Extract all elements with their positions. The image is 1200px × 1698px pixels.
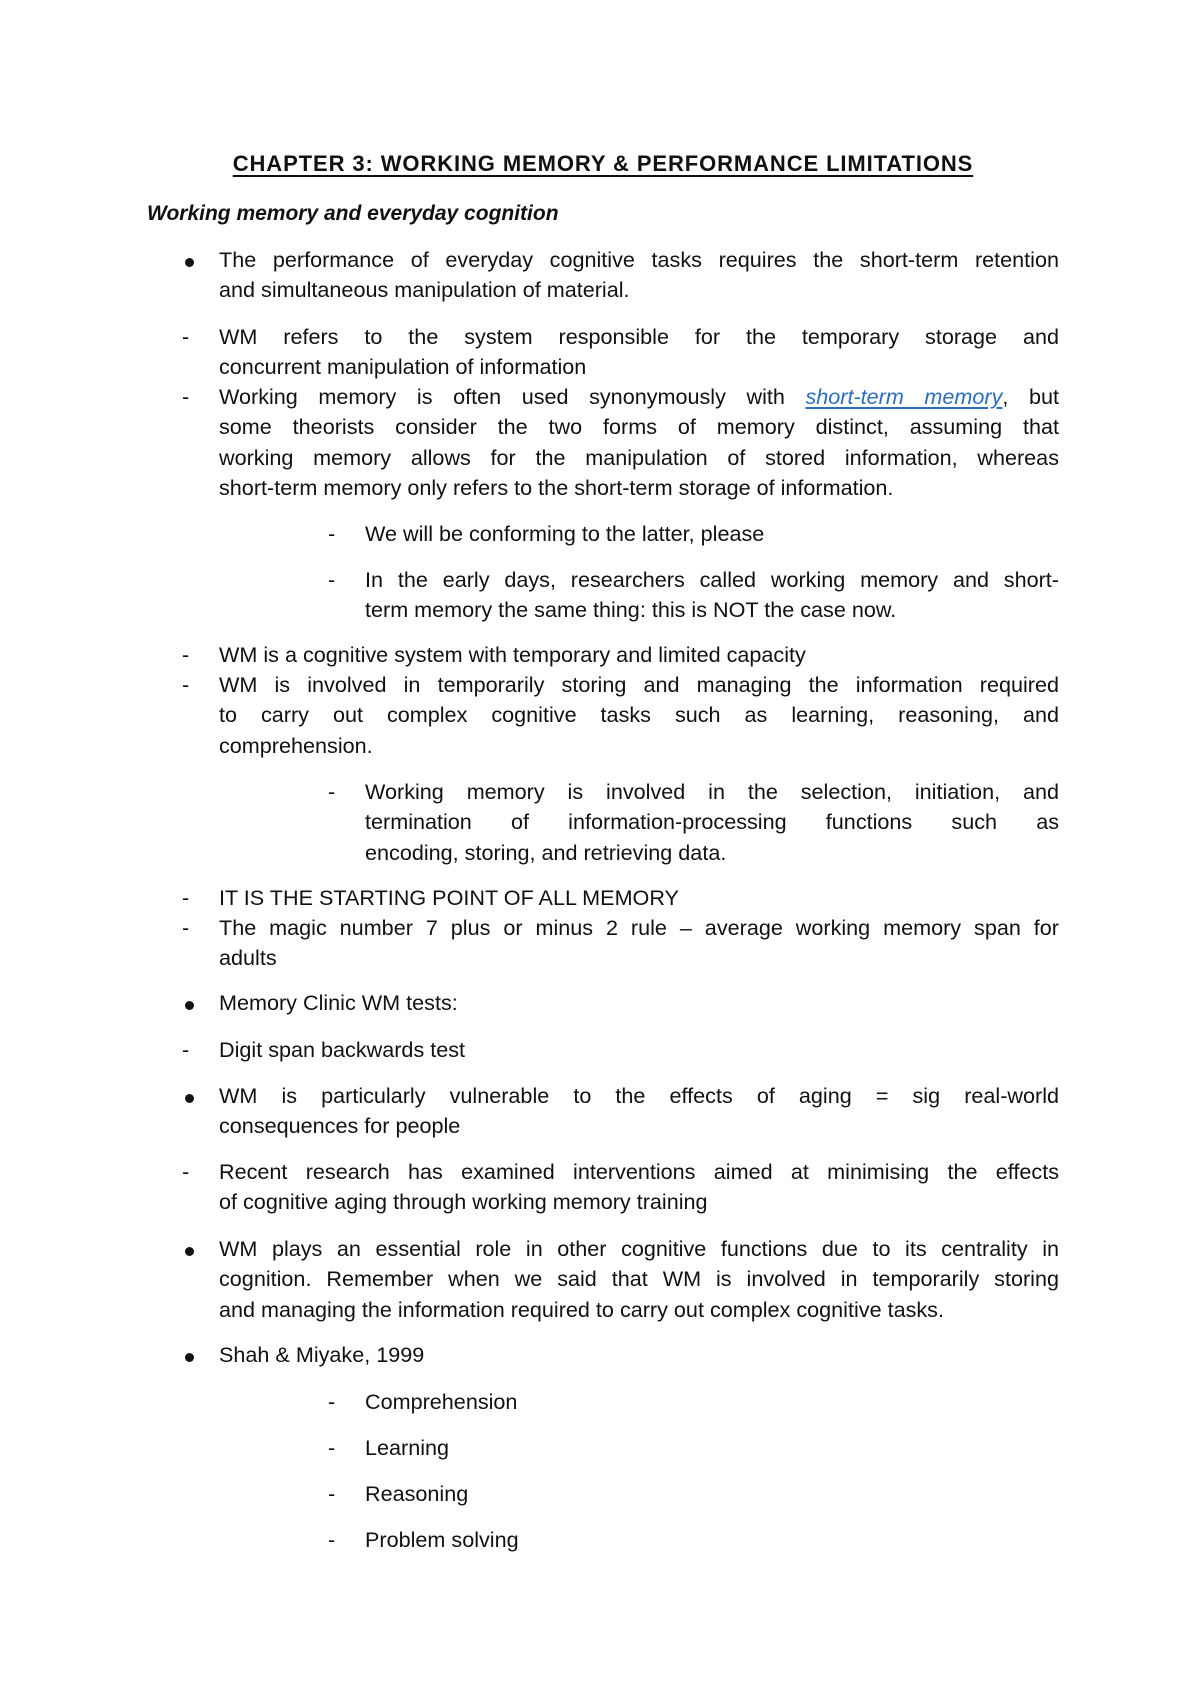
item-line: Learning xyxy=(365,1435,450,1460)
item-line: and managing the information required to carry out complex cognitive tasks. xyxy=(219,1296,944,1322)
dash-item xyxy=(182,1157,1059,1218)
bullet-marker xyxy=(182,1234,194,1264)
bullet-item xyxy=(182,245,1059,306)
nested-dash-item xyxy=(328,565,1059,626)
item-text xyxy=(219,640,1059,670)
item-line: encoding, storing, and retrieving data. xyxy=(365,839,727,865)
item-text xyxy=(219,670,1059,761)
item-line: WM is particularly vulnerable to the effects of aging = sig real-world xyxy=(219,1083,1059,1108)
item-text xyxy=(219,1340,1059,1370)
item-text xyxy=(365,1525,1059,1555)
item-text xyxy=(365,565,1059,626)
dash-marker: - xyxy=(182,1037,190,1062)
bullet-marker xyxy=(182,1081,194,1111)
dash-marker: - xyxy=(182,324,190,349)
item-text xyxy=(219,322,1059,383)
dash-marker: - xyxy=(182,672,190,697)
item-line: term memory the same thing: this is NOT the case now. xyxy=(365,597,897,623)
item-line: adults xyxy=(219,945,277,971)
item-line: In the early days, researchers called working memory and short- xyxy=(365,567,1059,592)
item-line: Working memory is involved in the selection, initiation, and xyxy=(365,779,1059,804)
dash-item xyxy=(182,883,1059,913)
item-text xyxy=(365,1479,1059,1509)
item-line: short-term memory only refers to the short-term storage of information. xyxy=(219,474,894,500)
item-line: consequences for people xyxy=(219,1113,461,1139)
dash-marker: - xyxy=(328,521,336,546)
item-text xyxy=(219,988,1059,1018)
item-line: termination of information-processing functions such as xyxy=(365,809,1059,835)
item-line: Shah & Miyake, 1999 xyxy=(219,1342,425,1367)
item-text xyxy=(365,519,1059,549)
item-line: We will be conforming to the latter, please xyxy=(365,521,765,546)
dash-item xyxy=(182,1035,1059,1065)
nested-dash-item xyxy=(328,1433,1059,1463)
bullet-item xyxy=(182,988,1059,1018)
item-text xyxy=(219,245,1059,306)
item-text xyxy=(219,1157,1059,1218)
item-line: The magic number 7 plus or minus 2 rule – average working memory span for xyxy=(219,915,1059,940)
item-text xyxy=(219,382,1059,503)
item-line: some theorists consider the two forms of memory distinct, assuming that xyxy=(219,414,1059,440)
item-line: Comprehension xyxy=(365,1389,518,1414)
dash-marker: - xyxy=(328,1389,336,1414)
dash-marker: - xyxy=(328,1481,336,1506)
item-line: The performance of everyday cognitive tasks requires the short-term retention xyxy=(219,247,1059,272)
item-text xyxy=(219,1234,1059,1325)
item-text xyxy=(365,1387,1059,1417)
dash-item xyxy=(182,322,1059,383)
item-line: working memory allows for the manipulation of stored information, whereas xyxy=(219,444,1059,470)
bullet-marker xyxy=(182,1340,194,1370)
item-text xyxy=(219,1035,1059,1065)
item-line: Digit span backwards test xyxy=(219,1037,466,1062)
item-line: to carry out complex cognitive tasks such as learning, reasoning, and xyxy=(219,702,1059,728)
bullet-item xyxy=(182,1340,1059,1370)
nested-dash-item xyxy=(328,1479,1059,1509)
chapter-title: CHAPTER 3: WORKING MEMORY & PERFORMANCE LIMITATIONS xyxy=(232,151,974,176)
bullet-marker xyxy=(182,245,194,275)
dash-marker: - xyxy=(182,885,190,910)
item-text-fragment: , but xyxy=(1002,384,1059,409)
item-line: WM is involved in temporarily storing and managing the information required xyxy=(219,672,1059,697)
short-term-memory-link[interactable]: short-term memory xyxy=(805,384,1003,409)
item-line: concurrent manipulation of information xyxy=(219,354,587,380)
dash-marker: - xyxy=(182,915,190,940)
item-text xyxy=(365,777,1059,868)
bullet-item xyxy=(182,1234,1059,1325)
item-text xyxy=(219,913,1059,974)
item-text xyxy=(219,1081,1059,1142)
item-line xyxy=(219,382,1059,412)
item-line: WM is a cognitive system with temporary and limited capacity xyxy=(219,642,806,667)
nested-dash-item xyxy=(328,1387,1059,1417)
section-subheading: Working memory and everyday cognition xyxy=(147,202,559,225)
dash-marker: - xyxy=(182,1159,190,1184)
item-line: cognition. Remember when we said that WM is involved in temporarily storing xyxy=(219,1266,1059,1292)
dash-item xyxy=(182,640,1059,670)
item-line: WM plays an essential role in other cognitive functions due to its centrality in xyxy=(219,1236,1059,1261)
item-line: Problem solving xyxy=(365,1527,519,1552)
dash-item xyxy=(182,913,1059,974)
dash-marker: - xyxy=(182,384,190,409)
bullet-marker xyxy=(182,988,194,1018)
item-line: IT IS THE STARTING POINT OF ALL MEMORY xyxy=(219,885,679,910)
dash-item xyxy=(182,670,1059,761)
item-line: of cognitive aging through working memory training xyxy=(219,1189,708,1215)
dash-item xyxy=(182,382,1059,503)
item-line: Reasoning xyxy=(365,1481,469,1506)
nested-dash-item xyxy=(328,777,1059,868)
item-line: comprehension. xyxy=(219,732,373,758)
dash-marker: - xyxy=(328,567,336,592)
bullet-item xyxy=(182,1081,1059,1142)
dash-marker: - xyxy=(328,1435,336,1460)
nested-dash-item xyxy=(328,519,1059,549)
item-text-fragment: Working memory is often used synonymously with xyxy=(219,384,806,409)
item-line: Memory Clinic WM tests: xyxy=(219,990,458,1015)
dash-marker: - xyxy=(328,779,336,804)
nested-dash-item xyxy=(328,1525,1059,1555)
dash-marker: - xyxy=(182,642,190,667)
dash-marker: - xyxy=(328,1527,336,1552)
item-line: WM refers to the system responsible for the temporary storage and xyxy=(219,324,1059,349)
item-line: Recent research has examined interventions aimed at minimising the effects xyxy=(219,1159,1059,1184)
item-text xyxy=(365,1433,1059,1463)
item-line: and simultaneous manipulation of material. xyxy=(219,277,630,303)
item-text xyxy=(219,883,1059,913)
